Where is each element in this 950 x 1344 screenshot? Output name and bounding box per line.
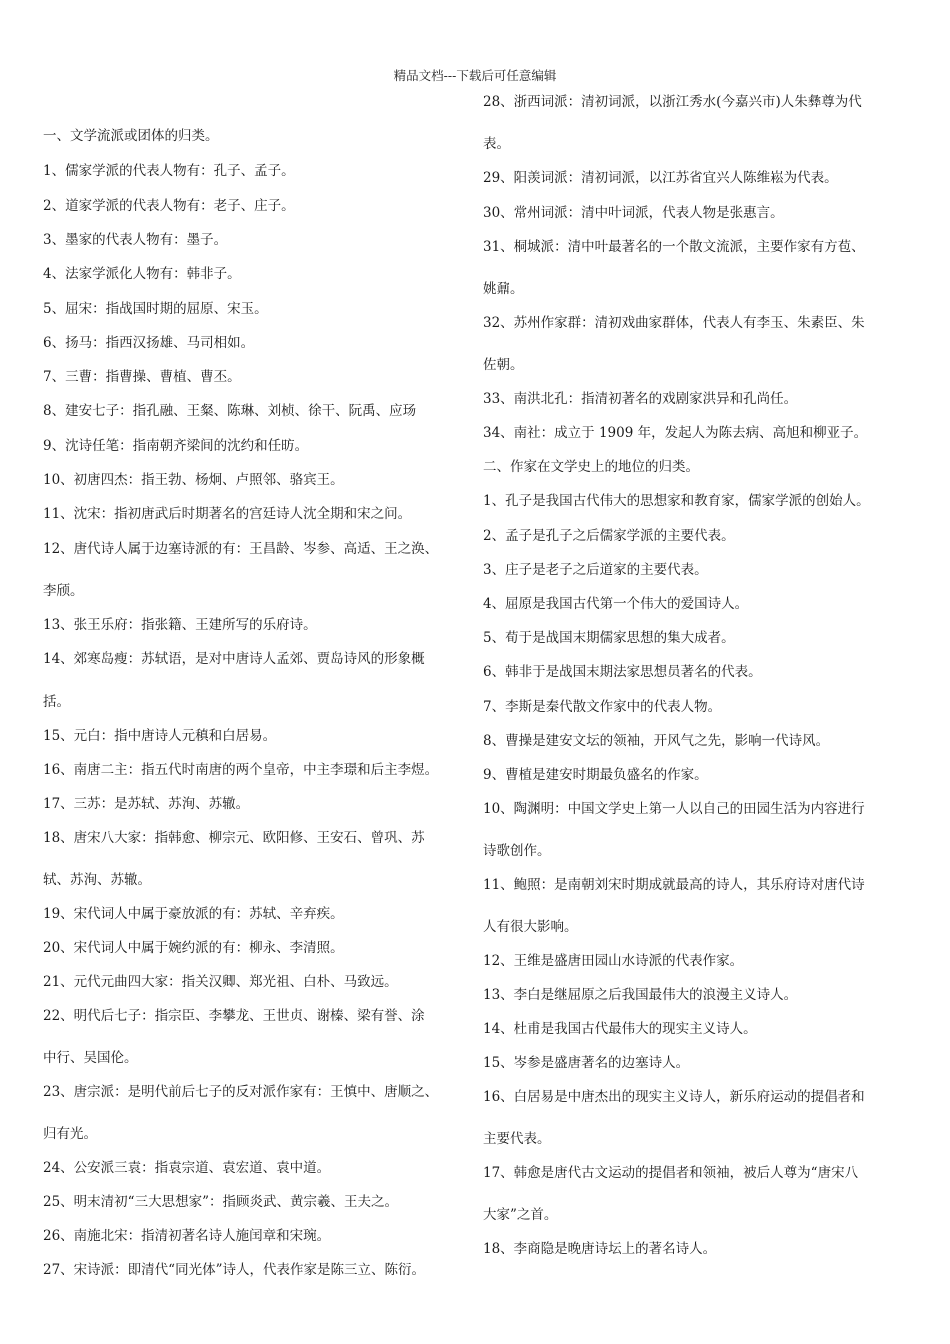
list-item: 8、建安七子：指孔融、王粲、陈琳、刘桢、徐干、阮禹、应玚 [43,403,417,419]
list-item: 17、三苏：是苏轼、苏洵、苏辙。 [43,796,250,812]
list-item-continuation: 佐朝。 [483,357,524,373]
list-item: 15、岑参是盛唐著名的边塞诗人。 [483,1055,690,1071]
list-item: 26、南施北宋：指清初著名诗人施闰章和宋琬。 [43,1228,331,1244]
list-item: 5、屈宋：指战国时期的屈原、宋玉。 [43,301,268,317]
list-item-continuation: 主要代表。 [483,1131,551,1147]
list-item: 1、孔子是我国古代伟大的思想家和教育家，儒家学派的创始人。 [483,493,870,509]
list-item: 2、道家学派的代表人物有：老子、庄子。 [43,198,295,214]
list-item: 15、元白：指中唐诗人元稹和白居易。 [43,728,277,744]
list-item: 33、南洪北孔：指清初著名的戏剧家洪异和孔尚任。 [483,391,798,407]
list-item: 18、李商隐是晚唐诗坛上的著名诗人。 [483,1241,717,1257]
page-header: 精品文档---下载后可任意编辑 [393,68,557,83]
list-item: 8、曹操是建安文坛的领袖，开风气之先，影响一代诗风。 [483,733,830,749]
list-item: 10、初唐四杰：指王勃、杨炯、卢照邻、骆宾王。 [43,472,344,488]
list-item-continuation: 姚鼐。 [483,281,524,297]
list-item: 24、公安派三袁：指袁宗道、袁宏道、袁中道。 [43,1160,331,1176]
list-item: 29、阳羡词派：清初词派，以江苏省宜兴人陈维崧为代表。 [483,170,838,186]
list-item: 1、儒家学派的代表人物有：孔子、孟子。 [43,163,295,179]
list-item-continuation: 李颀。 [43,583,84,599]
list-item: 10、陶渊明：中国文学史上第一人以自己的田园生活为内容进行 [483,801,865,817]
list-item-continuation: 大家”之首。 [483,1207,558,1223]
list-item: 3、庄子是老子之后道家的主要代表。 [483,562,708,578]
list-item-continuation: 人有很大影响。 [483,919,578,935]
list-item: 19、宋代词人中属于豪放派的有：苏轼、辛弃疾。 [43,906,344,922]
list-item-continuation: 表。 [483,136,510,152]
list-item: 6、韩非于是战国末期法家思想员著名的代表。 [483,664,762,680]
section-heading: 二、作家在文学史上的地位的归类。 [483,459,699,475]
list-item: 16、白居易是中唐杰出的现实主义诗人，新乐府运动的提倡者和 [483,1089,865,1105]
list-item: 23、唐宗派：是明代前后七子的反对派作家有：王慎中、唐顺之、 [43,1084,439,1100]
list-item: 14、杜甫是我国古代最伟大的现实主义诗人。 [483,1021,757,1037]
list-item: 9、沈诗任笔：指南朝齐梁间的沈约和任昉。 [43,438,309,454]
list-item: 17、韩愈是唐代古文运动的提倡者和领袖，被后人尊为“唐宋八 [483,1165,859,1181]
list-item: 6、扬马：指西汉扬雄、马司相如。 [43,335,255,351]
list-item: 4、屈原是我国古代第一个伟大的爱国诗人。 [483,596,749,612]
list-item: 28、浙西词派：清初词派，以浙江秀水(今嘉兴市)人朱彝尊为代 [483,94,862,110]
list-item: 27、宋诗派：即清代“同光体”诗人，代表作家是陈三立、陈衍。 [43,1262,425,1278]
list-item: 14、郊寒岛瘦：苏轼语，是对中唐诗人孟郊、贾岛诗风的形象概 [43,651,425,667]
list-item: 30、常州词派：清中叶词派，代表人物是张惠言。 [483,205,784,221]
list-item: 25、明末清初“三大思想家”：指顾炎武、黄宗羲、王夫之。 [43,1194,398,1210]
list-item: 4、法家学派化人物有：韩非子。 [43,266,241,282]
list-item: 34、南社：成立于 1909 年，发起人为陈去病、高旭和柳亚子。 [483,425,868,441]
list-item: 21、元代元曲四大家：指关汉卿、郑光祖、白朴、马致远。 [43,974,398,990]
list-item-continuation: 归有光。 [43,1126,97,1142]
list-item-continuation: 轼、苏洵、苏辙。 [43,872,151,888]
list-item: 16、南唐二主：指五代时南唐的两个皇帝，中主李璟和后主李煜。 [43,762,439,778]
list-item: 5、荀于是战国末期儒家思想的集大成者。 [483,630,735,646]
list-item: 22、明代后七子：指宗臣、李攀龙、王世贞、谢榛、梁有誉、涂 [43,1008,425,1024]
list-item: 12、唐代诗人属于边塞诗派的有：王昌龄、岑参、高适、王之涣、 [43,541,439,557]
list-item: 13、李白是继屈原之后我国最伟大的浪漫主义诗人。 [483,987,798,1003]
list-item: 12、王维是盛唐田园山水诗派的代表作家。 [483,953,744,969]
section-heading: 一、文学流派或团体的归类。 [43,128,219,144]
list-item: 7、李斯是秦代散文作家中的代表人物。 [483,699,722,715]
list-item-continuation: 中行、吴国伦。 [43,1050,138,1066]
list-item-continuation: 诗歌创作。 [483,843,551,859]
list-item: 18、唐宋八大家：指韩愈、柳宗元、欧阳修、王安石、曾巩、苏 [43,830,425,846]
list-item: 31、桐城派：清中叶最著名的一个散文流派，主要作家有方苞、 [483,239,865,255]
list-item: 11、鲍照：是南朝刘宋时期成就最高的诗人，其乐府诗对唐代诗 [483,877,865,893]
list-item-continuation: 括。 [43,694,70,710]
list-item: 20、宋代词人中属于婉约派的有：柳永、李清照。 [43,940,344,956]
list-item: 9、曹植是建安时期最负盛名的作家。 [483,767,708,783]
list-item: 7、三曹：指曹操、曹植、曹丕。 [43,369,241,385]
list-item: 11、沈宋：指初唐武后时期著名的宫廷诗人沈全期和宋之问。 [43,506,412,522]
list-item: 13、张王乐府：指张籍、王建所写的乐府诗。 [43,617,317,633]
list-item: 32、苏州作家群：清初戏曲家群体，代表人有李玉、朱素臣、朱 [483,315,865,331]
list-item: 2、孟子是孔子之后儒家学派的主要代表。 [483,528,735,544]
list-item: 3、墨家的代表人物有：墨子。 [43,232,228,248]
